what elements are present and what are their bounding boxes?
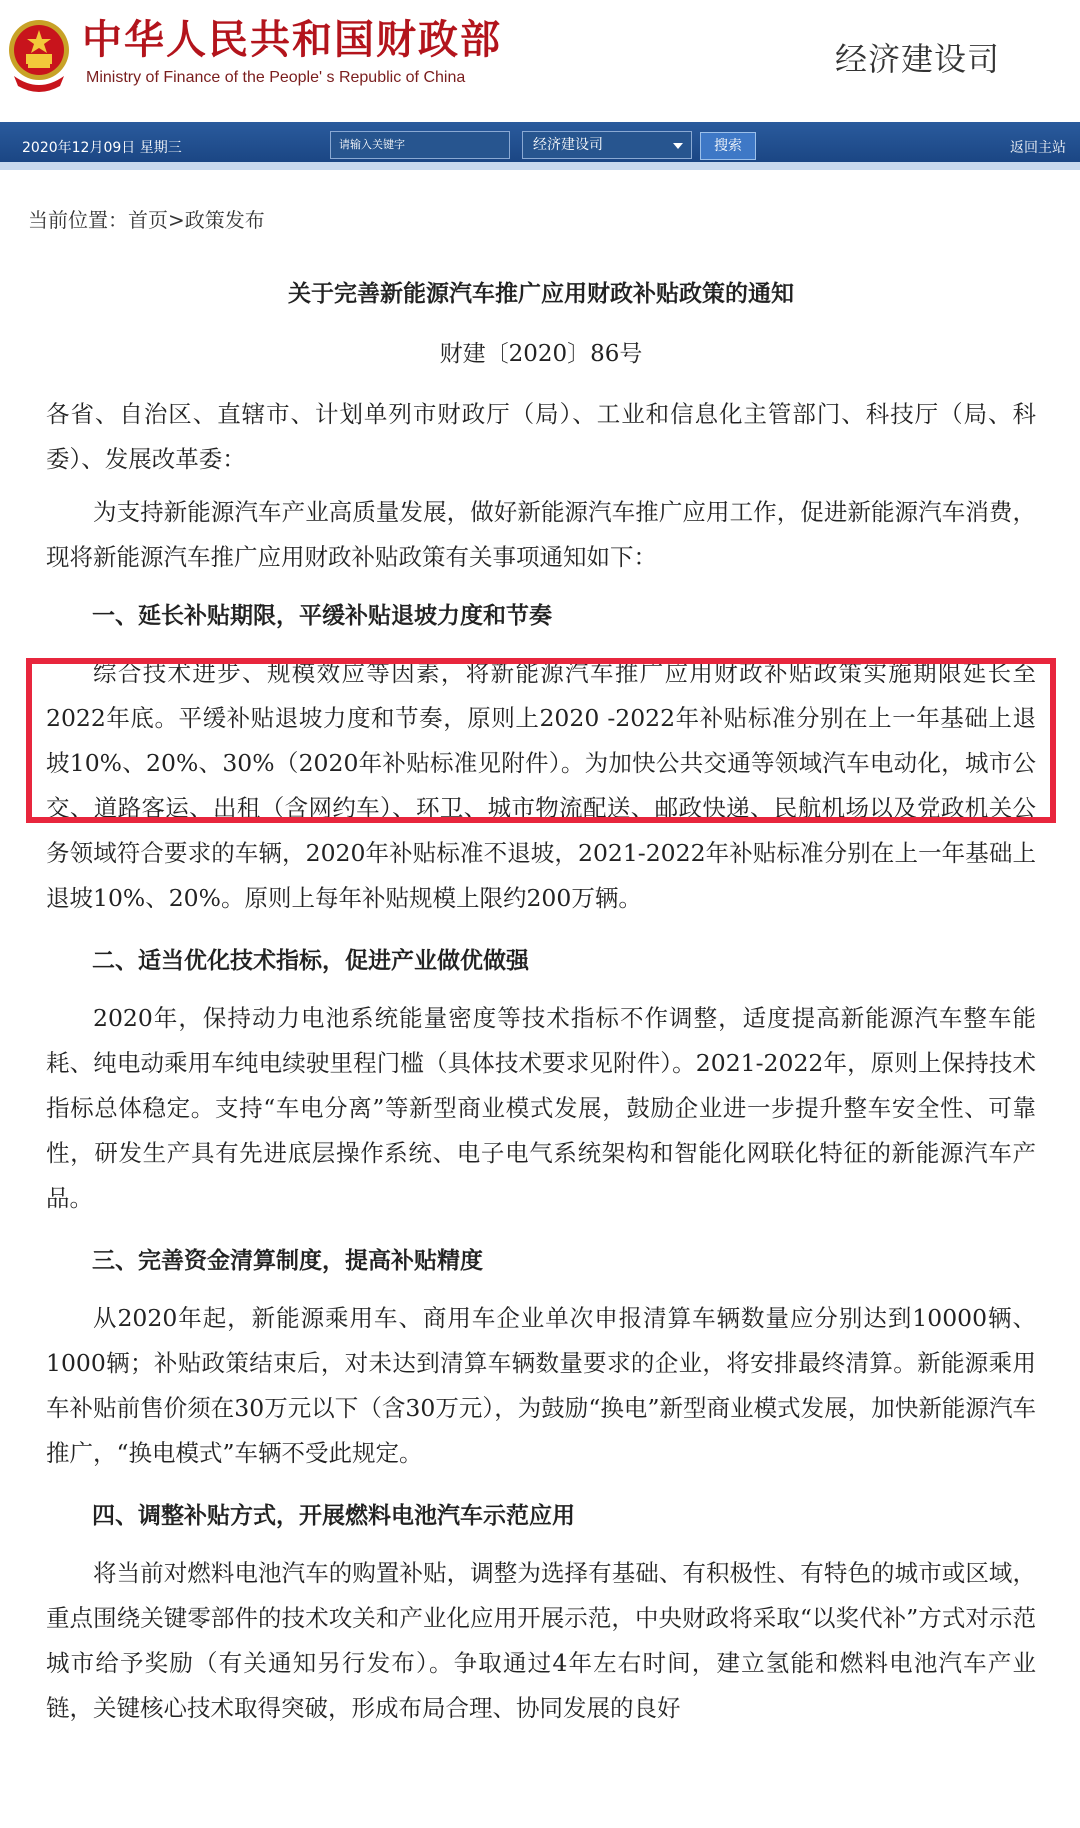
section-heading: 一、延长补贴期限，平缓补贴退坡力度和节奏	[92, 603, 552, 629]
document-number: 财建〔2020〕86号	[439, 341, 643, 367]
section-paragraph: 将当前对燃料电池汽车的购置补贴，调整为选择有基础、有积极性、有特色的城市或区域，重点围绕关键零部件的技术攻关和产业化应用开展示范，中央财政将采取“以奖代补”方式对示范城市给予奖励（有关通知另行发布）。争取通过4年左右时间，建立氢能和燃料电池汽车产业链，关键核心技术取得突破，形成布局合理、协同发展的良好	[46, 1559, 1036, 1722]
section-paragraph: 从2020年起，新能源乘用车、商用车企业单次申报清算车辆数量应分别达到10000辆、1000辆；补贴政策结束后，对未达到清算车辆数量要求的企业，将安排最终清算。新能源乘用车补贴前售价须在30万元以下（含30万元），为鼓励“换电”新型商业模式发展，加快新能源汽车推广，“换电模式”车辆不受此规定。	[46, 1304, 1036, 1467]
search-button[interactable]: 搜索	[700, 132, 756, 160]
section-paragraph: 综合技术进步、规模效应等因素，将新能源汽车推广应用财政补贴政策实施期限延长至2022年底。平缓补贴退坡力度和节奏，原则上2020 -2022年补贴标准分别在上一年基础上退坡10%、20%、30%（2020年补贴标准见附件）。为加快公共交通等领域汽车电动化，城市公交、道路客运、出租（含网约车）、环卫、城市物流配送、邮政快递、民航机场以及党政机关公务领域符合要求的车辆，2020年补贴标准不退坡，2021-2022年补贴标准分别在上一年基础上退坡10%、20%。原则上每年补贴规模上限约200万辆。	[46, 659, 1036, 912]
breadcrumb: 当前位置：首页>政策发布	[28, 208, 265, 232]
section-heading: 四、调整补贴方式，开展燃料电池汽车示范应用	[92, 1503, 575, 1529]
article	[46, 276, 1036, 1749]
national-emblem-icon[interactable]	[6, 14, 72, 94]
section-paragraph: 2020年，保持动力电池系统能量密度等技术指标不作调整，适度提高新能源汽车整车能耗、纯电动乘用车纯电续驶里程门槛（具体技术要求见附件）。2021-2022年，原则上保持技术指标总体稳定。支持“车电分离”等新型商业模式发展，鼓励企业进一步提升整车安全性、可靠性，研发生产具有先进底层操作系统、电子电气系统架构和智能化网联化特征的新能源汽车产品。	[46, 1004, 1036, 1212]
current-date: 2020年12月09日 星期三	[22, 140, 182, 156]
department-select-value: 经济建设司	[533, 137, 603, 153]
addressee-paragraph: 各省、自治区、直辖市、计划单列市财政厅（局）、工业和信息化主管部门、科技厅（局、科委）、发展改革委：	[46, 400, 1036, 473]
department-select[interactable]	[522, 131, 692, 159]
section-heading: 三、完善资金清算制度，提高补贴精度	[92, 1248, 483, 1274]
intro-paragraph: 为支持新能源汽车产业高质量发展，做好新能源汽车推广应用工作，促进新能源汽车消费，现将新能源汽车推广应用财政补贴政策有关事项通知如下：	[46, 498, 1036, 571]
site-header	[0, 0, 1080, 122]
return-home-link[interactable]: 返回主站	[1010, 140, 1066, 156]
chevron-down-icon	[673, 143, 683, 149]
page-title: 关于完善新能源汽车推广应用财政补贴政策的通知	[288, 281, 794, 307]
search-input[interactable]: 请输入关键字	[330, 131, 510, 159]
section-heading: 二、适当优化技术指标，促进产业做优做强	[92, 948, 529, 974]
department-name: 经济建设司	[834, 40, 1000, 78]
site-title[interactable]: 中华人民共和国财政部	[82, 17, 502, 63]
nav-bar	[0, 122, 1080, 170]
site-subtitle: Ministry of Finance of the People' s Republic of China	[86, 69, 466, 86]
